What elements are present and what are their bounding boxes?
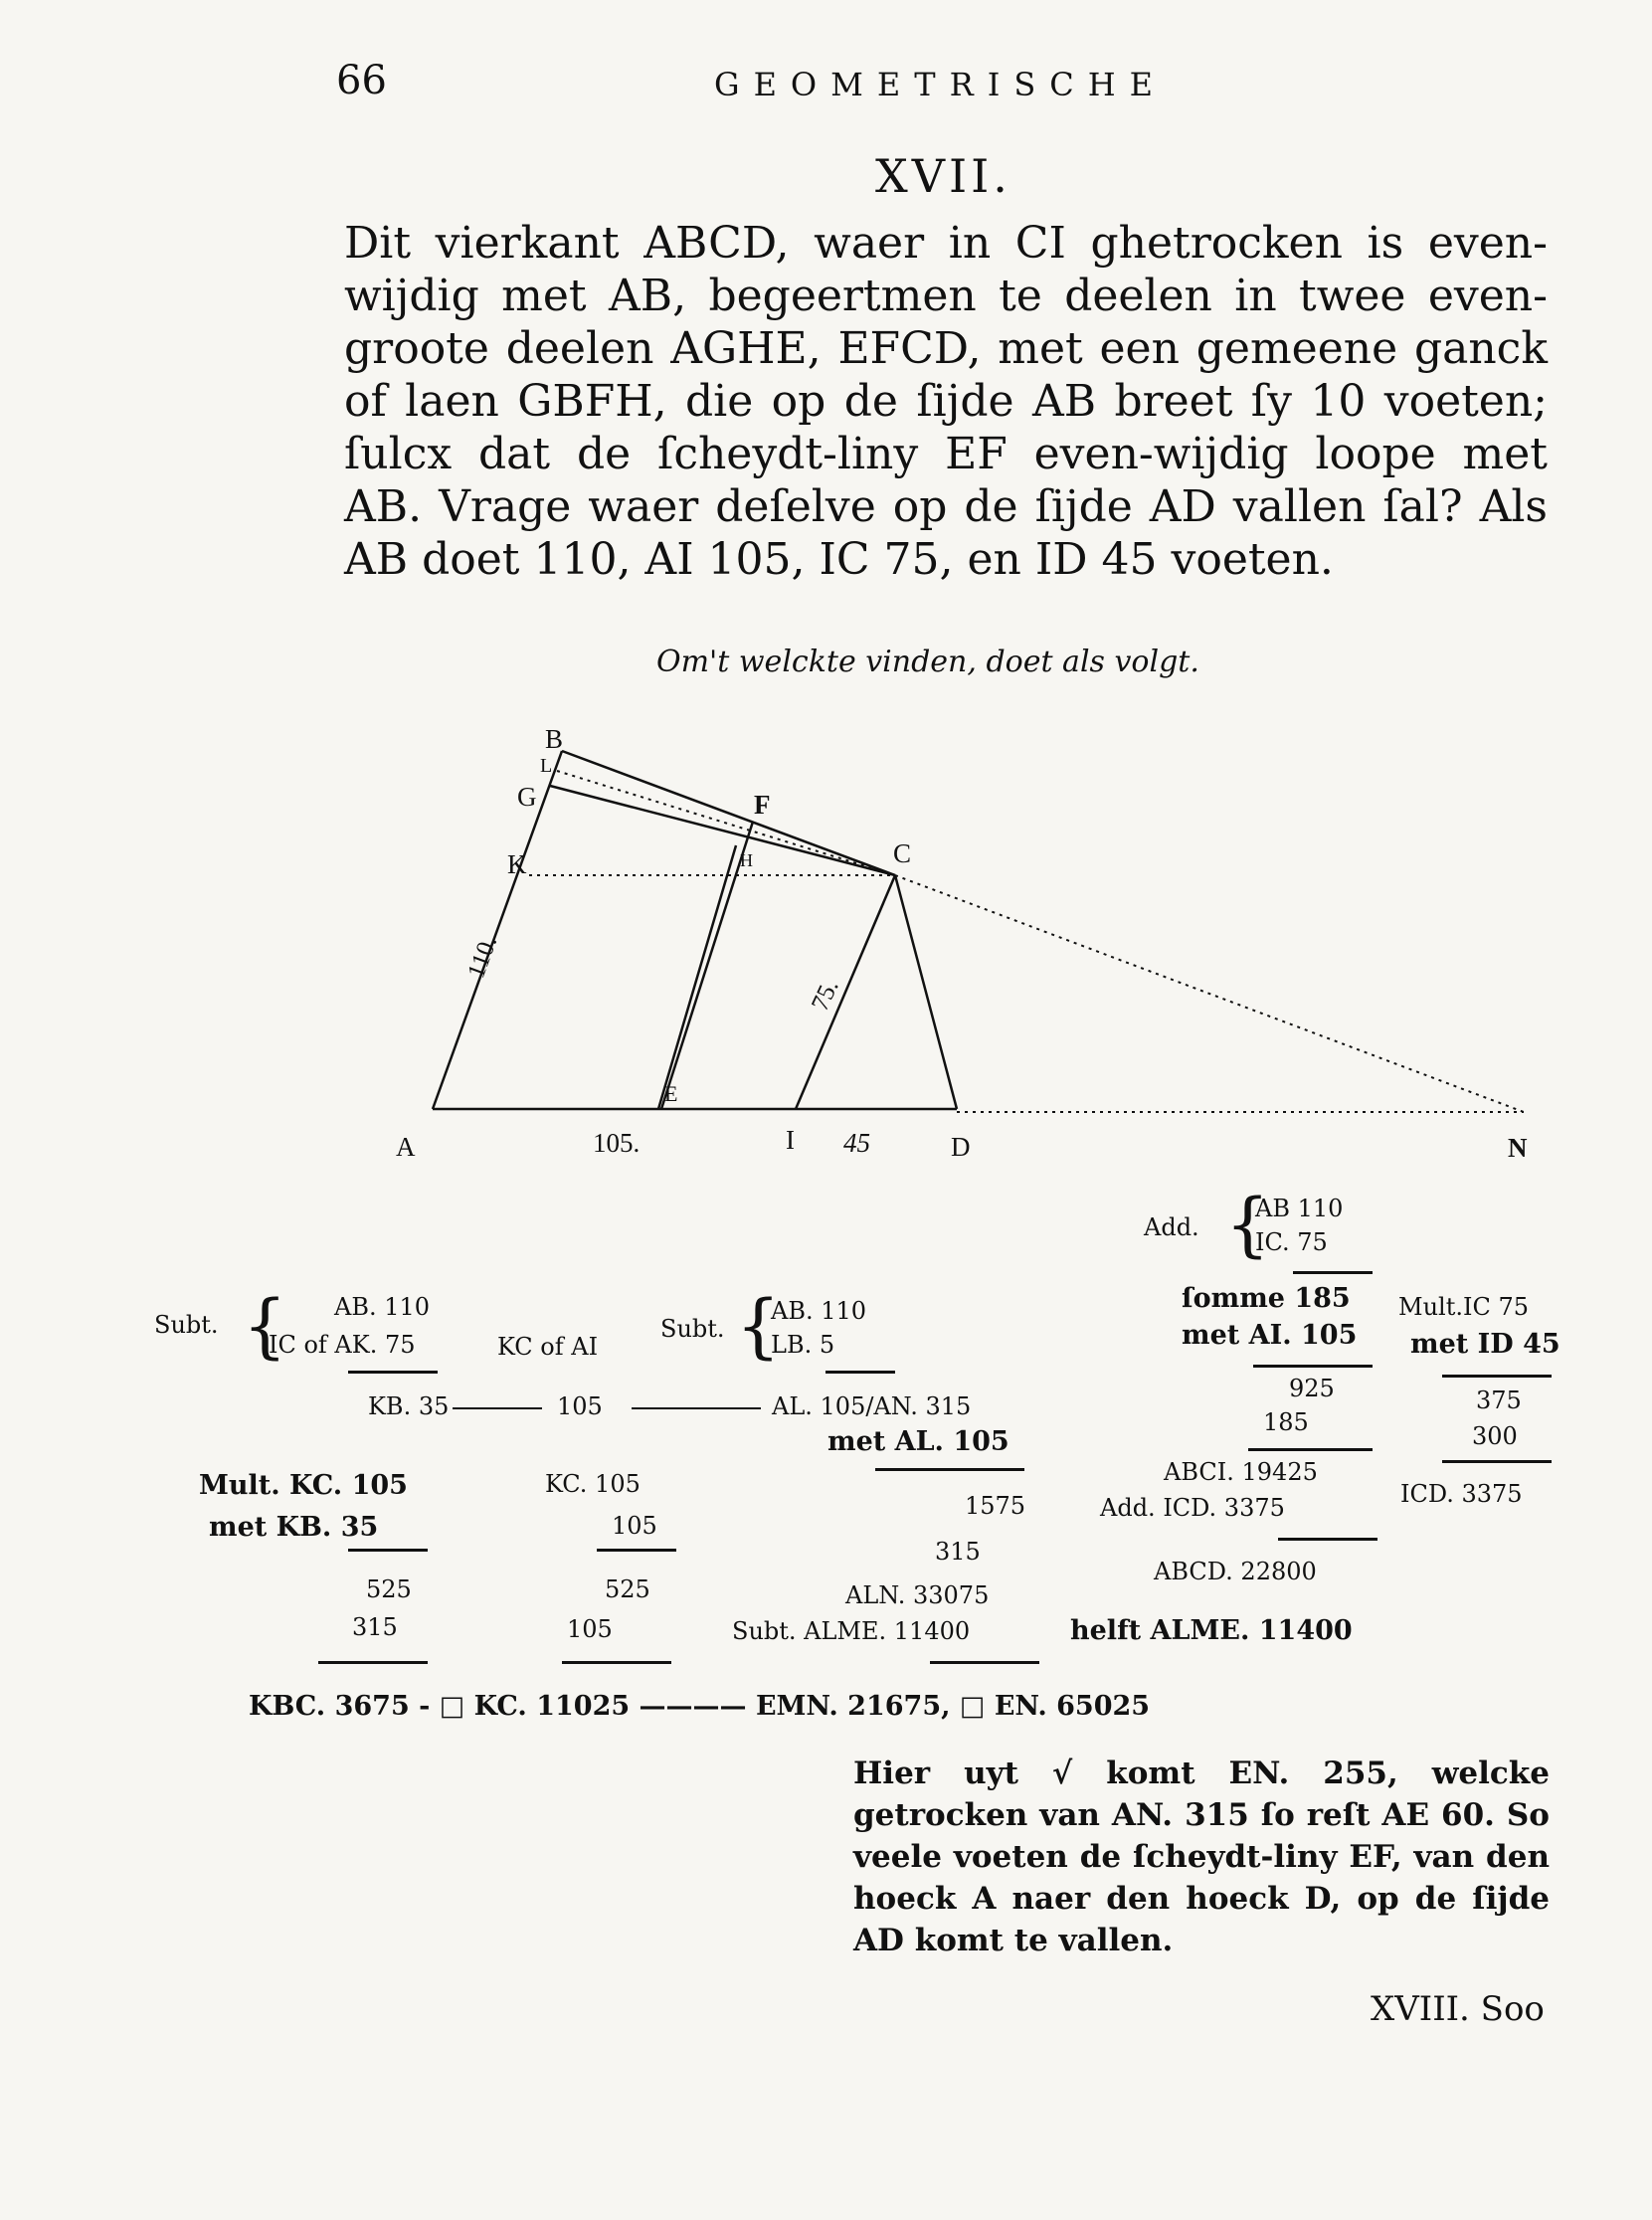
- calc-add: Add.: [1144, 1213, 1199, 1241]
- calc-525a: 525: [366, 1575, 412, 1603]
- calc-dash: [453, 1407, 542, 1409]
- calc-315b: 315: [935, 1538, 981, 1566]
- calc-abcd: ABCD. 22800: [1154, 1558, 1317, 1585]
- line-eh: [658, 845, 736, 1109]
- calc-rule: [930, 1661, 1039, 1664]
- calc-rule: [1253, 1365, 1373, 1368]
- calc-rule: [348, 1371, 438, 1374]
- label-f: F: [754, 790, 771, 820]
- calc-ab110c: AB. 110: [771, 1297, 867, 1325]
- line-ab: [433, 751, 562, 1109]
- brace-icon: {: [243, 1285, 287, 1367]
- brace-icon: {: [1225, 1184, 1270, 1265]
- calc-rule: [826, 1371, 895, 1374]
- label-c: C: [893, 838, 912, 868]
- calc-met-kb: met KB. 35: [209, 1512, 379, 1543]
- calc-rule: [597, 1549, 676, 1552]
- calc-925: 925: [1289, 1375, 1335, 1402]
- calc-abci: ABCI. 19425: [1164, 1458, 1318, 1486]
- calc-105: 105: [567, 1615, 613, 1643]
- page-number: 66: [336, 58, 387, 103]
- calc-rule: [875, 1468, 1024, 1471]
- calc-helft: helft ALME. 11400: [1070, 1615, 1353, 1646]
- calc-final-line: KBC. 3675 - □ KC. 11025 ———— EMN. 21675, □ EN. 65025: [249, 1691, 1151, 1722]
- line-lc: [557, 771, 895, 875]
- label-k: K: [507, 849, 527, 879]
- measure-ab: 110.: [462, 932, 503, 983]
- conclusion-text: Hier uyt √ komt EN. 255, welcke getrocken van AN. 315 ſo reſt AE 60. So veele voeten de ſcheydt-liny EF, van den hoeck A naer den hoeck D, op de ſijde AD komt te vallen.: [853, 1756, 1550, 1958]
- calc-rule: [1442, 1460, 1552, 1463]
- calc-ab110b: AB. 110: [334, 1293, 431, 1321]
- line-ci: [796, 875, 895, 1109]
- calc-ic-of-ak: IC of AK. 75: [269, 1331, 416, 1359]
- label-l: L: [540, 755, 553, 777]
- section-number: XVII.: [875, 149, 1011, 203]
- calc-mult-kc: Mult. KC. 105: [199, 1470, 408, 1501]
- calc-met-ai: met AI. 105: [1182, 1320, 1358, 1351]
- line-cn: [895, 875, 1524, 1112]
- line-cd: [895, 875, 957, 1109]
- measure-ic: 75.: [806, 975, 844, 1016]
- label-a: A: [396, 1132, 416, 1162]
- calc-rule: [1248, 1448, 1373, 1451]
- label-h: H: [740, 850, 753, 870]
- method-heading: Om't welckte vinden, doet als volgt.: [656, 645, 1199, 679]
- line-bc: [562, 751, 895, 875]
- calc-300: 300: [1472, 1422, 1518, 1450]
- calc-kc105b: 105: [612, 1512, 657, 1540]
- calc-aln: ALN. 33075: [845, 1581, 990, 1609]
- calc-subt-alme: Subt. ALME. 11400: [732, 1617, 971, 1645]
- calc-dash-105: 105: [557, 1392, 603, 1420]
- calc-mult-ic: Mult.IC 75: [1398, 1293, 1529, 1321]
- calc-rule: [562, 1661, 671, 1664]
- label-d: D: [951, 1132, 971, 1162]
- calc-315a: 315: [352, 1613, 398, 1641]
- label-e: E: [664, 1081, 678, 1106]
- calc-ab110: AB 110: [1255, 1195, 1344, 1222]
- calc-subt2: Subt.: [660, 1315, 725, 1343]
- calc-rule: [348, 1549, 428, 1552]
- calc-met-al: met AL. 105: [827, 1426, 1010, 1457]
- running-title: GEOMETRISCHE: [714, 66, 1168, 103]
- problem-text: Dit vierkant ABCD, waer in CI ghetrocken is even-wijdig met AB, begeertmen te deelen in twee even-groote deelen AGHE, EFCD, met een gemeene ganck of laen GBFH, die op de ſijde AB breet ſy 10 voeten; ſulcx dat de ſcheydt-liny EF even-wijdig loope met AB. Vrage waer deſelve op de ſijde AD vallen ſal? Als AB doet 110, AI 105, IC 75, en ID 45 voeten.: [344, 218, 1548, 585]
- calc-kb35: KB. 35: [368, 1392, 450, 1420]
- calc-lb5: LB. 5: [771, 1331, 835, 1359]
- calc-somme: ſomme 185: [1182, 1283, 1351, 1314]
- line-gc: [550, 786, 895, 875]
- calc-al-an: AL. 105/AN. 315: [772, 1392, 972, 1420]
- calc-525b: 525: [605, 1575, 650, 1603]
- calc-rule: [1278, 1538, 1377, 1541]
- calc-rule: [1442, 1375, 1552, 1378]
- calc-1575: 1575: [965, 1492, 1026, 1520]
- calc-kc-of-ai: KC of AI: [497, 1333, 599, 1361]
- calc-add-icd: Add. ICD. 3375: [1100, 1494, 1285, 1522]
- catchword: XVIII. Soo: [1371, 1989, 1545, 2029]
- label-b: B: [545, 724, 564, 754]
- label-g: G: [517, 782, 537, 812]
- measure-ai: 105.: [593, 1128, 641, 1158]
- calc-kc105: KC. 105: [545, 1470, 641, 1498]
- brace-icon: {: [736, 1285, 781, 1367]
- calc-dash: [632, 1407, 761, 1409]
- calc-met-id: met ID 45: [1410, 1329, 1560, 1360]
- calc-ic75: IC. 75: [1255, 1228, 1328, 1256]
- calc-rule: [1293, 1271, 1373, 1274]
- calc-subt1: Subt.: [154, 1311, 219, 1339]
- calc-icd: ICD. 3375: [1400, 1480, 1523, 1508]
- label-i: I: [786, 1125, 795, 1155]
- measure-id: 45: [843, 1128, 870, 1158]
- calc-rule: [318, 1661, 428, 1664]
- calc-185: 185: [1263, 1408, 1309, 1436]
- label-n: N: [1508, 1133, 1528, 1163]
- calc-375: 375: [1476, 1387, 1522, 1414]
